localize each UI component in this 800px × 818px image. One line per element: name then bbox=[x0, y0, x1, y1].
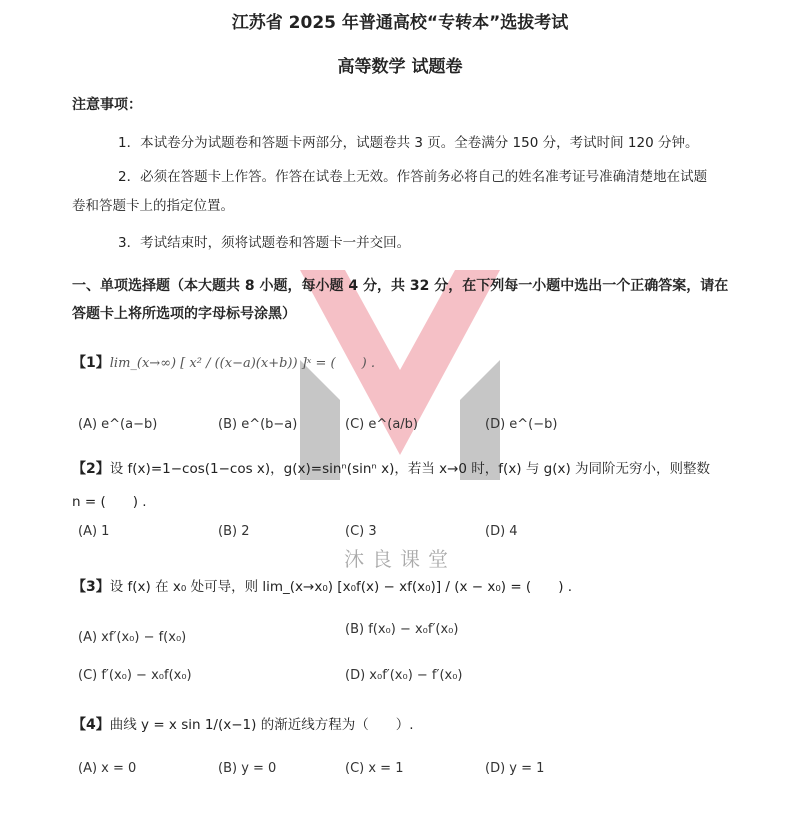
question-number: 【3】 bbox=[72, 579, 110, 595]
option-d: (D) x₀f′(x₀) − f′(x₀) bbox=[345, 668, 463, 683]
notice-heading: 注意事项： bbox=[72, 97, 142, 113]
question-stem: 设 f(x)=1−cos(1−cos x)，g(x)=sinⁿ(sinⁿ x)，若当 x→0 时，f(x) 与 g(x) 为同阶无穷小，则整数 bbox=[109, 461, 711, 477]
question-4 bbox=[72, 713, 413, 734]
watermark-logo bbox=[300, 270, 500, 480]
notice-item: 2．必须在答题卡上作答。作答在试卷上无效。作答前务必将自己的姓名准考证号准确清楚地在试题 bbox=[118, 169, 708, 185]
question-stem: lim_(x→∞) [ x² / ((x−a)(x+b)) ]ˣ = ( ) . bbox=[109, 356, 375, 371]
option-b: (B) e^(b−a) bbox=[218, 417, 298, 432]
question-number: 【2】 bbox=[72, 461, 110, 477]
watermark-text: 沐良课堂 bbox=[344, 547, 456, 571]
question-1 bbox=[72, 352, 375, 372]
option-b: (B) y = 0 bbox=[218, 761, 277, 776]
option-c: (C) 3 bbox=[345, 524, 377, 539]
option-b: (B) f(x₀) − x₀f′(x₀) bbox=[345, 622, 459, 637]
question-stem: 设 f(x) 在 x₀ 处可导，则 lim_(x→x₀) [x₀f(x) − xf(x₀)] / (x − x₀) = ( ) . bbox=[109, 579, 573, 595]
question-number: 【1】 bbox=[72, 355, 110, 371]
option-c: (C) x = 1 bbox=[345, 761, 404, 776]
section-heading-cont: 答题卡上将所选项的字母标号涂黑） bbox=[72, 306, 296, 322]
question-number: 【4】 bbox=[72, 717, 110, 733]
notice-item: 1．本试卷分为试题卷和答题卡两部分，试题卷共 3 页。全卷满分 150 分，考试时间 120 分钟。 bbox=[118, 135, 699, 151]
question-stem-cont: n = ( ) . bbox=[72, 494, 147, 510]
question-3 bbox=[72, 575, 572, 596]
notice-item: 3．考试结束时，须将试题卷和答题卡一并交回。 bbox=[118, 235, 411, 251]
notice-item: 卷和答题卡上的指定位置。 bbox=[72, 198, 234, 214]
question-stem: 曲线 y = x sin 1/(x−1) 的渐近线方程为（ ）. bbox=[109, 717, 414, 733]
option-a: (A) 1 bbox=[78, 524, 110, 539]
option-c: (C) f′(x₀) − x₀f(x₀) bbox=[78, 668, 192, 683]
option-d: (D) y = 1 bbox=[485, 761, 545, 776]
option-c: (C) e^(a/b) bbox=[345, 417, 418, 432]
option-b: (B) 2 bbox=[218, 524, 250, 539]
exam-subtitle: 高等数学 试题卷 bbox=[337, 57, 463, 77]
option-a: (A) xf′(x₀) − f(x₀) bbox=[78, 630, 187, 645]
exam-title: 江苏省 2025 年普通高校“专转本”选拔考试 bbox=[231, 13, 569, 33]
question-2 bbox=[72, 457, 710, 478]
option-d: (D) e^(−b) bbox=[485, 417, 558, 432]
section-heading: 一、单项选择题（本大题共 8 小题，每小题 4 分，共 32 分，在下列每一小题中选出一个正确答案，请在 bbox=[72, 278, 729, 294]
option-a: (A) e^(a−b) bbox=[78, 417, 158, 432]
option-d: (D) 4 bbox=[485, 524, 518, 539]
option-a: (A) x = 0 bbox=[78, 761, 137, 776]
